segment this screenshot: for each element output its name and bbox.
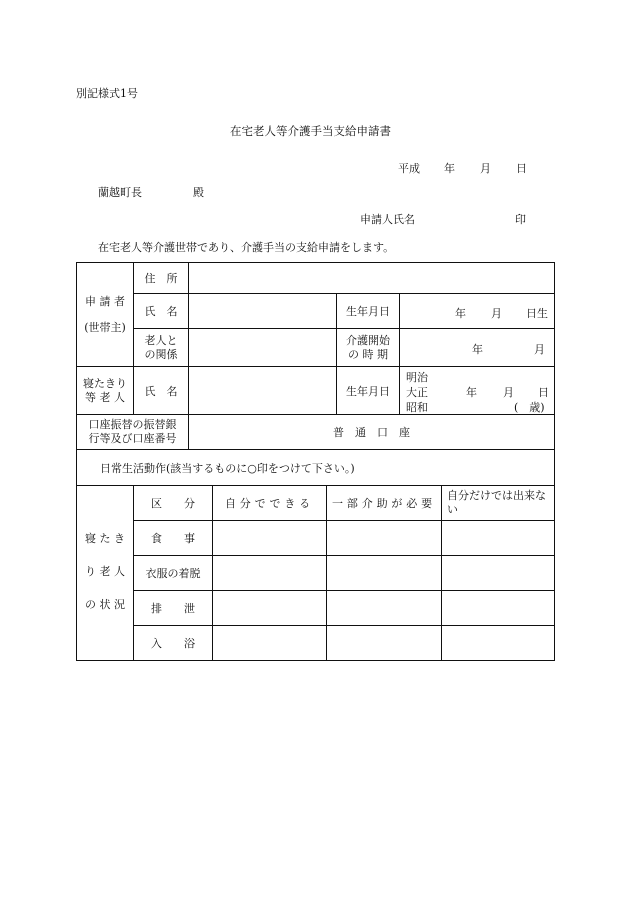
applicant-name-field[interactable] — [189, 294, 336, 328]
bedridden-name-field[interactable] — [189, 367, 336, 414]
adl-side-line3: の 状 況 — [85, 598, 125, 612]
adl-row-dressing: 衣服の着脱 — [145, 567, 201, 580]
addressee-honorific: 殿 — [193, 186, 204, 199]
intro-text: 在宅老人等介護世帯であり、介護手当の支給申請をします。 — [98, 241, 395, 254]
month-label: 月 — [480, 162, 491, 175]
applicant-side-label — [77, 263, 133, 366]
bedridden-label-line2: 等 老 人 — [85, 390, 125, 404]
care-start-label — [337, 329, 399, 366]
relation-label — [134, 329, 188, 366]
applicant-label: 申 請 者 — [85, 294, 125, 308]
bathing-unable-cell[interactable] — [442, 626, 554, 660]
adl-row-eating: 食 事 — [151, 532, 195, 545]
bedridden-label-line1: 寝たきり — [83, 376, 127, 390]
adl-row-excretion: 排 泄 — [151, 602, 195, 615]
account-type: 普 通 口 座 — [333, 426, 410, 439]
adl-header-category: 区 分 — [151, 497, 195, 510]
applicant-name-cell-label: 氏 名 — [144, 305, 178, 318]
care-start-line1: 介護開始 — [346, 333, 390, 347]
era-meiji: 明治 — [406, 371, 428, 384]
dressing-partial-cell[interactable] — [327, 556, 441, 590]
dressing-unable-cell[interactable] — [442, 556, 554, 590]
adl-header-unable: 自分だけでは出来ない — [447, 489, 546, 516]
bank-label-line1: 口座振替の振替銀 — [88, 418, 177, 431]
bathing-independent-cell[interactable] — [213, 626, 326, 660]
bedridden-year-unit: 年 — [466, 386, 477, 399]
addressee-town: 蘭越町長 — [98, 186, 142, 199]
bedridden-side-label — [77, 367, 133, 414]
adl-side-line1: 寝 た き — [85, 531, 125, 545]
birth-day-unit: 日生 — [526, 307, 548, 320]
dressing-independent-cell[interactable] — [213, 556, 326, 590]
adl-row-bathing: 入 浴 — [151, 637, 195, 650]
address-field[interactable] — [189, 263, 554, 293]
relation-label-line1: 老人と — [144, 333, 178, 347]
eating-independent-cell[interactable] — [213, 521, 326, 555]
bedridden-day-unit: 日 — [538, 386, 549, 399]
bank-label — [77, 415, 188, 449]
adl-header-independent: 自分でできる — [224, 497, 315, 510]
birth-month-unit: 月 — [491, 307, 502, 320]
era-label: 平成 — [398, 162, 420, 175]
bank-label-line2: 行等及び口座番号 — [88, 432, 177, 445]
bedridden-birth-field[interactable] — [400, 367, 554, 414]
care-month-unit: 月 — [534, 343, 545, 356]
bathing-partial-cell[interactable] — [327, 626, 441, 660]
seal-mark: 印 — [515, 213, 526, 226]
day-label: 日 — [516, 162, 527, 175]
bedridden-name-label: 氏 名 — [144, 384, 178, 398]
applicant-birth-label: 生年月日 — [346, 305, 390, 318]
care-year-unit: 年 — [472, 343, 483, 356]
document-title: 在宅老人等介護手当支給申請書 — [230, 124, 391, 138]
daily-activities-note: 日常生活動作(該当するものに○印をつけて下さい。) — [100, 461, 355, 475]
relation-field[interactable] — [189, 329, 336, 366]
era-taisho: 大正 — [406, 386, 428, 399]
eating-unable-cell[interactable] — [442, 521, 554, 555]
care-start-line2: の 時 期 — [348, 347, 388, 361]
bedridden-month-unit: 月 — [503, 386, 514, 399]
adl-side-label — [77, 521, 133, 621]
relation-label-line2: の関係 — [144, 347, 178, 361]
applicant-birth-field[interactable] — [400, 294, 554, 328]
birth-year-unit: 年 — [455, 307, 466, 320]
excretion-independent-cell[interactable] — [213, 591, 326, 625]
bank-account-field[interactable] — [189, 415, 554, 449]
era-showa: 昭和 — [406, 401, 428, 414]
age-label: ( 歳) — [514, 401, 545, 414]
adl-side-line2: り 老 人 — [85, 564, 125, 578]
eating-partial-cell[interactable] — [327, 521, 441, 555]
care-start-field[interactable] — [400, 329, 554, 366]
household-head-label: (世帯主) — [84, 320, 126, 334]
adl-header-partial-help: 一部介助が必要 — [332, 497, 436, 510]
applicant-name-label: 申請人氏名 — [360, 213, 415, 226]
address-label: 住 所 — [144, 272, 178, 285]
bedridden-birth-label: 生年月日 — [346, 384, 390, 398]
excretion-unable-cell[interactable] — [442, 591, 554, 625]
excretion-partial-cell[interactable] — [327, 591, 441, 625]
form-number: 別記様式1号 — [76, 87, 138, 100]
year-label: 年 — [444, 162, 455, 175]
